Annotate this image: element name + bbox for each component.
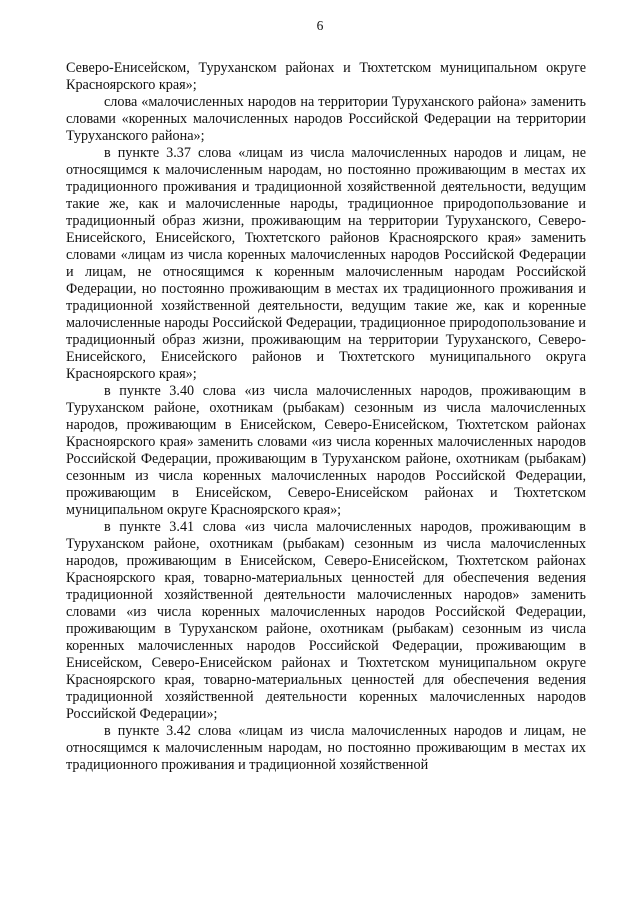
- page-number: 6: [316, 18, 324, 33]
- paragraph-clause-3-42: в пункте 3.42 слова «лицам из числа малочисленных народов и лицам, не относящимся к малочисленным народам, но постоянно проживающим в местах их традиционного проживания и традиционной хозяйственной: [66, 723, 586, 773]
- paragraph-clause-3-40: в пункте 3.40 слова «из числа малочисленных народов, проживающим в Туруханском районе, охотникам (рыбакам) сезонным из числа малочисленных народов, проживающим в Енисейском, Северо-Енисейском, Тюхтетском районах Красноярского края» заменить словами «из числа коренных малочисленных народов Российской Федерации, проживающим в Туруханском районе, охотникам (рыбакам) сезонным из числа коренных малочисленных народов Российской Федерации, проживающим в Енисейском, Северо-Енисейском районах и Тюхтетском муниципальном округе Красноярского края»;: [66, 383, 586, 518]
- paragraph-continuation: Северо-Енисейском, Туруханском районах и Тюхтетском муниципальном округе Красноярского края»;: [66, 60, 586, 93]
- document-body: [66, 60, 586, 774]
- paragraph-clause-3-37: в пункте 3.37 слова «лицам из числа малочисленных народов и лицам, не относящимся к малочисленным народам, но постоянно проживающим в местах их традиционного проживания и традиционной хозяйственной деятельности, ведущим такие же, как и малочисленные народы, традиционное природопользование и традиционный образ жизни, проживающим на территории Туруханского, Северо-Енисейского, Енисейского, Тюхтетского районов Красноярского края» заменить словами «лицам из числа коренных малочисленных народов Российской Федерации и лицам, не относящимся к коренным малочисленным народам Российской Федерации, но постоянно проживающим в местах их традиционного проживания и традиционной хозяйственной деятельности, ведущим такие же, как и коренные малочисленные народы Российской Федерации, традиционное природопользование и традиционный образ жизни, проживающим на территории Туруханского, Северо-Енисейского, Енисейского районов и Тюхтетского муниципального округа Красноярского края»;: [66, 145, 586, 382]
- paragraph-amendment: слова «малочисленных народов на территории Туруханского района» заменить словами «коренных малочисленных народов Российской Федерации на территории Туруханского района»;: [66, 94, 586, 144]
- paragraph-clause-3-41: в пункте 3.41 слова «из числа малочисленных народов, проживающим в Туруханском районе, охотникам (рыбакам) сезонным из числа малочисленных народов, проживающим в Енисейском, Северо-Енисейском, Тюхтетском районах Красноярского края, товарно-материальных ценностей для обеспечения ведения традиционной хозяйственной деятельности малочисленных народов» заменить словами «из числа коренных малочисленных народов Российской Федерации, проживающим в Туруханском районе, охотникам (рыбакам) сезонным из числа коренных малочисленных народов Российской Федерации, проживающим в Енисейском, Северо-Енисейском районах и Тюхтетском муниципальном округе Красноярского края, товарно-материальных ценностей для обеспечения ведения традиционной хозяйственной деятельности коренных малочисленных народов Российской Федерации»;: [66, 519, 586, 722]
